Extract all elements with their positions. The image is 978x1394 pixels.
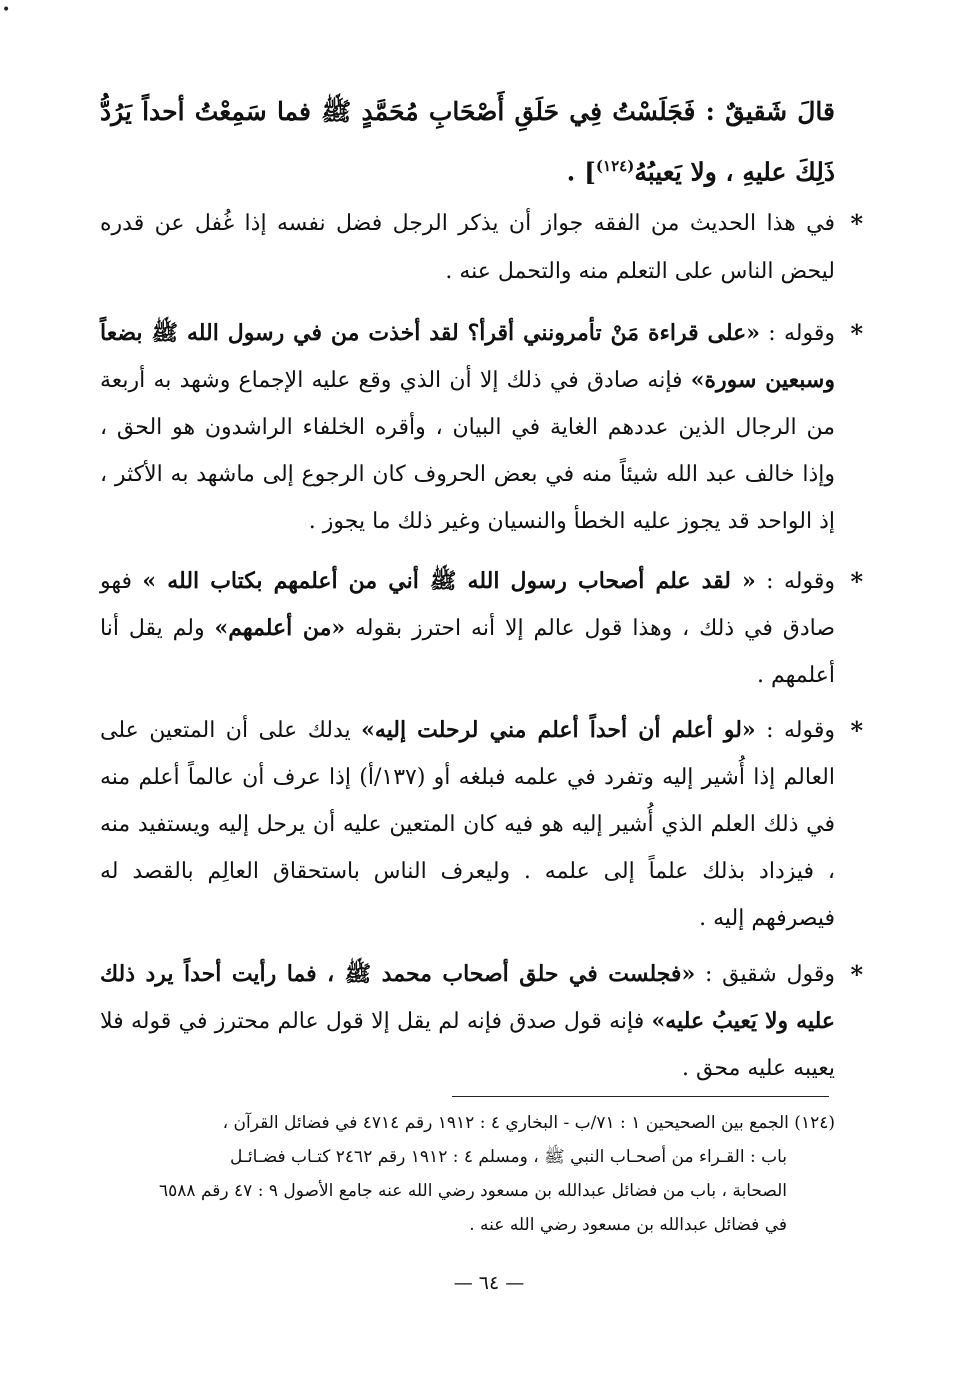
page-corner-mark: • — [2, 2, 11, 18]
footnote — [100, 1106, 835, 1242]
paragraph-lead: وقوله : — [755, 718, 835, 743]
bullet-star-icon: * — [850, 209, 863, 238]
hadith-quote: «فجلست في حلق أصحاب محمد ﷺ ، فما رأيت أحداً يرد ذلك عليه ولا يَعيبُ عليه» — [100, 961, 835, 1034]
paragraph-3 — [100, 558, 863, 699]
paragraph-2 — [100, 310, 863, 545]
footnote-line-4: في فضائل عبدالله بن مسعود رضي الله عنه . — [469, 1215, 787, 1235]
footnote-line-1: (١٢٤) الجمع بين الصحيحين ١ : ٧١/ب - البخاري ٤ : ١٩١٢ رقم ٤٧١٤ في فضائل القرآن ، — [222, 1113, 835, 1133]
paragraph-text: فإنه قول صدق فإنه لم يقل إلا قول عالم محترز في قوله فلا يعيبه عليه محق . — [100, 1009, 835, 1081]
paragraph-text: في هذا الحديث من الفقه جواز أن يذكر الرجل فضل نفسه إذا غُفل عن قدره ليحض الناس على التعلم منه والتحمل عنه . — [100, 211, 835, 284]
paragraph-4 — [100, 707, 863, 942]
hadith-quote: «على قراءة مَنْ تأمرونني أقرأ؟ لقد أخذت من في رسول الله ﷺ بضعاً وسبعين سورة» — [100, 320, 835, 393]
footnote-divider — [452, 1096, 829, 1097]
page-number: — ٦٤ — — [453, 1272, 525, 1294]
footnote-line-2: باب : القـراء من أصحـاب النبي ﷺ ، ومسلم ٤ : ١٩١٢ رقم ٢٤٦٢ كتـاب فضـائـل — [229, 1147, 787, 1167]
bullet-star-icon: * — [850, 567, 863, 596]
paragraph-text: فهو صادق في ذلك ، وهذا قول عالم إلا أنه احترز بقوله — [100, 569, 836, 641]
paragraph-text: فإنه صادق في ذلك إلا أن الذي وقع عليه الإجماع وشهد به أربعة من الرجال الذين عددهم الغاية في البيان ، وأقره الخلفاء الراشدون هو الحق ، وإذا خالف عبد الله شيئاً منه في بعض الحروف كان الرجوع إلى ماشهد به الأكثر ، إذ الواحد قد يجوز عليه الخطأ والنسيان وغير ذلك ما يجوز . — [100, 368, 835, 534]
bullet-star-icon: * — [850, 319, 863, 348]
intro-paragraph — [100, 84, 835, 199]
bullet-star-icon: * — [850, 960, 863, 989]
intro-tail: ] . — [566, 157, 596, 187]
footnote-reference: (١٢٤) — [595, 157, 635, 175]
paragraph-lead: وقول شقيق : — [695, 962, 835, 987]
paragraph-text: يدلك على أن المتعين على العالم إذا أُشير إليه وتفرد في علمه فبلغه أو (١٣٧/أ) إذا عرف أن عالماً أعلم منه في ذلك العلم الذي أُشير إليه هو فيه كان المتعين عليه أن يرحل إليه ويستفيد منه ، فيزداد بذلك علماً إلى علمه . وليعرف الناس باستحقاق العالِم بالقصد له فيصرفهم إليه . — [100, 718, 836, 931]
paragraph-5 — [100, 951, 863, 1092]
footnote-line-3: الصحابة ، باب من فضائل عبدالله بن مسعود رضي الله عنه جامع الأصول ٩ : ٤٧ رقم ٦٥٨٨ — [159, 1181, 787, 1201]
paragraph-text-2: ولم يقل أنا أعلمهم . — [100, 616, 835, 688]
hadith-quote-2: «من أعلمهم» — [214, 615, 346, 641]
hadith-quote: «لو أعلم أن أحداً أعلم مني لرحلت إليه» — [361, 717, 756, 743]
paragraph-lead: وقوله : — [755, 569, 835, 594]
paragraph-lead: وقوله : — [760, 321, 835, 346]
bullet-star-icon: * — [850, 716, 863, 745]
paragraph-1 — [100, 200, 863, 296]
intro-text: قالَ شَقيقٌ : فَجَلَسْتُ فِي حَلَقِ أَصْحَابِ مُحَمَّدٍ ﷺ فما سَمِعْتُ أحداً يَرُدُّ ذَلِكَ عليهِ ، ولا يَعيبُهُ — [100, 97, 835, 187]
hadith-quote: « لقد علم أصحاب رسول الله ﷺ أني من أعلمهم بكتاب الله » — [142, 568, 756, 594]
